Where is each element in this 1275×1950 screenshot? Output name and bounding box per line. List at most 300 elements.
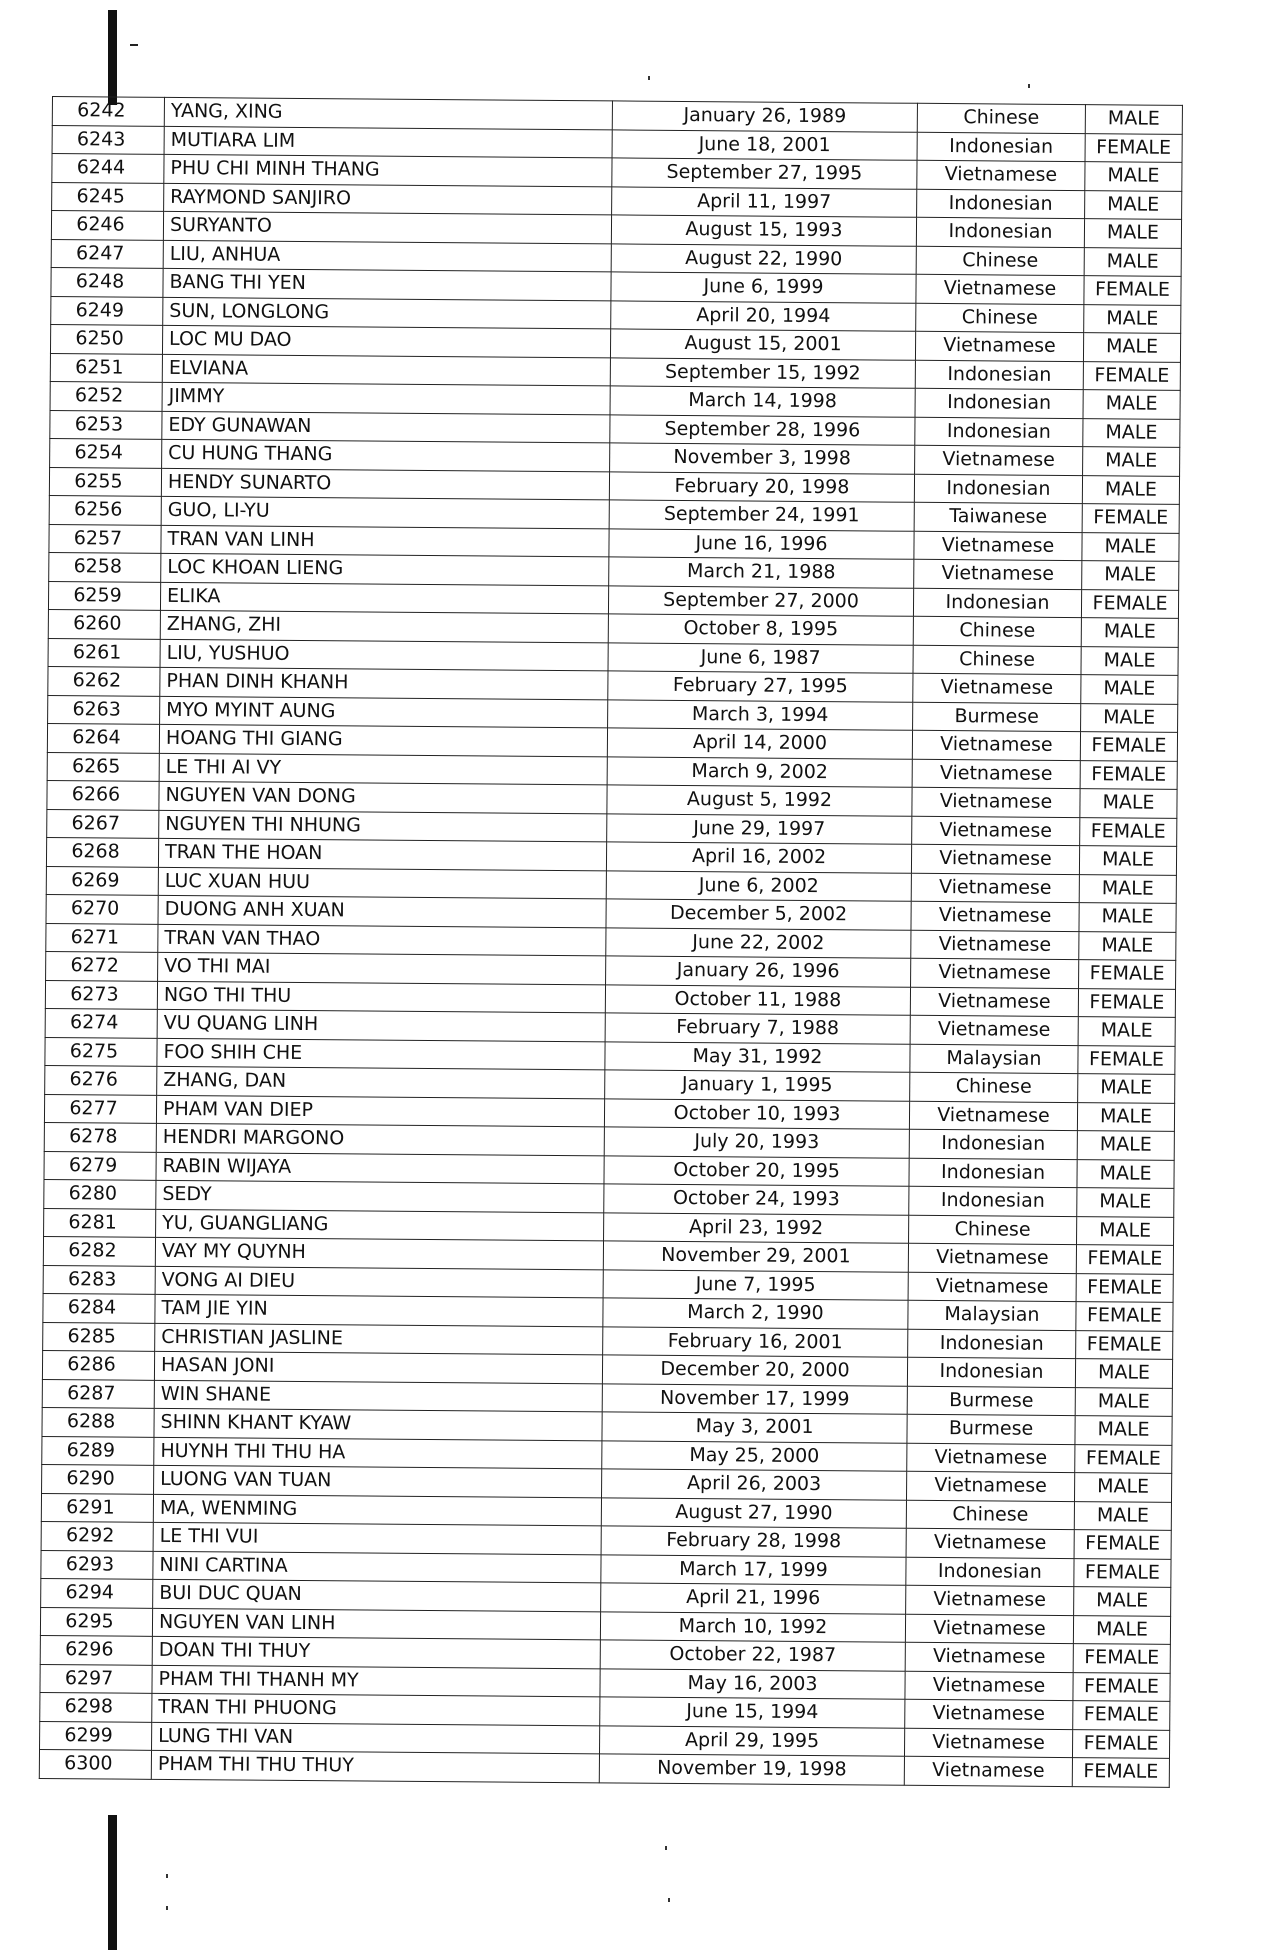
name-cell: LUC XUAN HUU — [158, 867, 606, 899]
scan-speck — [166, 1874, 168, 1878]
record-id-cell: 6248 — [51, 267, 163, 296]
nationality-cell: Malaysian — [910, 1044, 1078, 1074]
nationality-cell: Indonesian — [915, 417, 1083, 447]
gender-cell: MALE — [1082, 475, 1179, 504]
gender-cell: FEMALE — [1082, 504, 1179, 533]
nationality-cell: Burmese — [907, 1386, 1075, 1416]
nationality-cell: Chinese — [916, 246, 1084, 276]
record-id-cell: 6261 — [48, 638, 160, 667]
gender-cell: FEMALE — [1075, 1444, 1172, 1473]
nationality-cell: Vietnamese — [916, 274, 1084, 304]
record-id-cell: 6299 — [40, 1721, 152, 1750]
gender-cell: MALE — [1074, 1501, 1171, 1530]
scan-margin-bar-top — [108, 10, 117, 105]
nationality-cell: Vietnamese — [908, 1243, 1076, 1273]
nationality-cell: Vietnamese — [906, 1585, 1074, 1615]
gender-cell: MALE — [1075, 1387, 1172, 1416]
record-id-cell: 6298 — [40, 1692, 152, 1721]
gender-cell: MALE — [1079, 874, 1176, 903]
date-of-birth-cell: June 22, 2002 — [606, 927, 911, 958]
gender-cell: MALE — [1083, 447, 1180, 476]
nationality-cell: Chinese — [913, 616, 1081, 646]
record-id-cell: 6297 — [40, 1664, 152, 1693]
date-of-birth-cell: March 2, 1990 — [603, 1298, 908, 1329]
nationality-cell: Chinese — [906, 1500, 1074, 1530]
name-cell: SEDY — [156, 1180, 604, 1212]
name-cell: VO THI MAI — [158, 952, 606, 984]
gender-cell: MALE — [1080, 789, 1177, 818]
name-cell: TRAN THE HOAN — [158, 838, 606, 870]
nationality-cell: Chinese — [909, 1215, 1077, 1245]
gender-cell: FEMALE — [1078, 1045, 1175, 1074]
name-cell: TAM JIE YIN — [155, 1294, 603, 1326]
nationality-cell: Indonesian — [908, 1329, 1076, 1359]
scan-speck — [665, 1846, 667, 1850]
record-id-cell: 6246 — [51, 211, 163, 240]
nationality-cell: Indonesian — [907, 1357, 1075, 1387]
nationality-cell: Indonesian — [916, 217, 1084, 247]
name-cell: TRAN VAN LINH — [161, 525, 609, 557]
nationality-cell: Vietnamese — [904, 1756, 1072, 1786]
gender-cell: FEMALE — [1084, 276, 1181, 305]
record-id-cell: 6273 — [45, 980, 157, 1009]
gender-cell: MALE — [1083, 418, 1180, 447]
name-cell: NGUYEN VAN DONG — [159, 781, 607, 813]
nationality-cell: Indonesian — [917, 189, 1085, 219]
name-cell: YANG, XING — [164, 97, 612, 129]
nationality-cell: Vietnamese — [906, 1528, 1074, 1558]
nationality-cell: Indonesian — [909, 1129, 1077, 1159]
nationality-cell: Chinese — [913, 645, 1081, 675]
gender-cell: FEMALE — [1080, 760, 1177, 789]
date-of-birth-cell: March 14, 1998 — [610, 386, 915, 417]
name-cell: ELVIANA — [162, 354, 610, 386]
nationality-cell: Vietnamese — [905, 1699, 1073, 1729]
nationality-cell: Indonesian — [913, 588, 1081, 618]
record-id-cell: 6291 — [41, 1493, 153, 1522]
date-of-birth-cell: June 6, 1999 — [611, 272, 916, 303]
record-id-cell: 6283 — [43, 1265, 155, 1294]
gender-cell: FEMALE — [1072, 1758, 1169, 1787]
date-of-birth-cell: September 24, 1991 — [609, 500, 914, 531]
name-cell: LE THI VUI — [153, 1522, 601, 1554]
nationality-cell: Taiwanese — [914, 502, 1082, 532]
date-of-birth-cell: October 22, 1987 — [600, 1640, 905, 1671]
scan-speck — [648, 76, 650, 80]
record-id-cell: 6300 — [39, 1749, 151, 1778]
name-cell: RAYMOND SANJIRO — [164, 183, 612, 215]
nationality-cell: Vietnamese — [914, 559, 1082, 589]
name-cell: CU HUNG THANG — [162, 439, 610, 471]
nationality-cell: Indonesian — [909, 1186, 1077, 1216]
gender-cell: MALE — [1078, 1017, 1175, 1046]
nationality-cell: Vietnamese — [907, 1443, 1075, 1473]
gender-cell: FEMALE — [1080, 732, 1177, 761]
date-of-birth-cell: August 15, 2001 — [610, 329, 915, 360]
gender-cell: FEMALE — [1079, 960, 1176, 989]
nationality-cell: Vietnamese — [915, 331, 1083, 361]
record-id-cell: 6265 — [47, 752, 159, 781]
record-id-cell: 6259 — [48, 581, 160, 610]
date-of-birth-cell: April 11, 1997 — [612, 186, 917, 217]
nationality-cell: Vietnamese — [908, 1272, 1076, 1302]
record-id-cell: 6250 — [50, 324, 162, 353]
record-id-cell: 6264 — [47, 723, 159, 752]
date-of-birth-cell: November 17, 1999 — [602, 1383, 907, 1414]
date-of-birth-cell: February 20, 1998 — [609, 471, 914, 502]
nationality-cell: Chinese — [910, 1072, 1078, 1102]
name-cell: MA, WENMING — [153, 1494, 601, 1526]
name-cell: LOC KHOAN LIENG — [161, 553, 609, 585]
gender-cell: MALE — [1085, 190, 1182, 219]
date-of-birth-cell: January 1, 1995 — [605, 1070, 910, 1101]
name-cell: LIU, YUSHUO — [160, 639, 608, 671]
record-id-cell: 6281 — [44, 1208, 156, 1237]
date-of-birth-cell: September 28, 1996 — [610, 414, 915, 445]
date-of-birth-cell: June 15, 1994 — [600, 1697, 905, 1728]
name-cell: HASAN JONI — [154, 1351, 602, 1383]
date-of-birth-cell: February 27, 1995 — [608, 671, 913, 702]
date-of-birth-cell: March 17, 1999 — [601, 1554, 906, 1585]
name-cell: VU QUANG LINH — [157, 1009, 605, 1041]
gender-cell: MALE — [1077, 1188, 1174, 1217]
gender-cell: MALE — [1082, 561, 1179, 590]
records-table-container — [39, 96, 1183, 1787]
gender-cell: MALE — [1084, 247, 1181, 276]
date-of-birth-cell: June 6, 2002 — [606, 870, 911, 901]
date-of-birth-cell: October 11, 1988 — [605, 984, 910, 1015]
gender-cell: MALE — [1082, 532, 1179, 561]
name-cell: DUONG ANH XUAN — [158, 895, 606, 927]
nationality-cell: Vietnamese — [910, 1015, 1078, 1045]
name-cell: NGO THI THU — [157, 981, 605, 1013]
gender-cell: MALE — [1079, 931, 1176, 960]
name-cell: NGUYEN THI NHUNG — [159, 810, 607, 842]
date-of-birth-cell: March 21, 1988 — [609, 557, 914, 588]
gender-cell: FEMALE — [1076, 1245, 1173, 1274]
gender-cell: MALE — [1077, 1159, 1174, 1188]
name-cell: GUO, LI-YU — [161, 496, 609, 528]
name-cell: NINI CARTINA — [153, 1551, 601, 1583]
nationality-cell: Burmese — [907, 1414, 1075, 1444]
record-id-cell: 6244 — [52, 154, 164, 183]
name-cell: TRAN VAN THAO — [158, 924, 606, 956]
name-cell: LIU, ANHUA — [163, 240, 611, 272]
date-of-birth-cell: April 29, 1995 — [599, 1725, 904, 1756]
name-cell: VAY MY QUYNH — [155, 1237, 603, 1269]
record-id-cell: 6255 — [49, 467, 161, 496]
gender-cell: MALE — [1075, 1416, 1172, 1445]
date-of-birth-cell: February 16, 2001 — [603, 1326, 908, 1357]
gender-cell: FEMALE — [1072, 1729, 1169, 1758]
record-id-cell: 6288 — [42, 1407, 154, 1436]
name-cell: BUI DUC QUAN — [153, 1579, 601, 1611]
gender-cell: MALE — [1083, 333, 1180, 362]
name-cell: DOAN THI THUY — [152, 1636, 600, 1668]
record-id-cell: 6251 — [50, 353, 162, 382]
nationality-cell: Vietnamese — [904, 1728, 1072, 1758]
gender-cell: MALE — [1077, 1216, 1174, 1245]
name-cell: PHAM THI THU THUY — [151, 1750, 599, 1782]
date-of-birth-cell: November 19, 1998 — [599, 1754, 904, 1785]
records-table-body — [39, 97, 1182, 1787]
record-id-cell: 6263 — [48, 695, 160, 724]
record-id-cell: 6295 — [40, 1607, 152, 1636]
record-id-cell: 6282 — [43, 1236, 155, 1265]
name-cell: LUONG VAN TUAN — [154, 1465, 602, 1497]
name-cell: MUTIARA LIM — [164, 126, 612, 158]
date-of-birth-cell: December 5, 2002 — [606, 899, 911, 930]
scan-margin-bar-bottom — [108, 1815, 117, 1950]
record-id-cell: 6266 — [47, 780, 159, 809]
name-cell: BANG THI YEN — [163, 268, 611, 300]
date-of-birth-cell: February 28, 1998 — [601, 1526, 906, 1557]
record-id-cell: 6242 — [52, 97, 164, 126]
name-cell: SUN, LONGLONG — [163, 297, 611, 329]
gender-cell: MALE — [1083, 390, 1180, 419]
scan-mark — [130, 44, 138, 46]
record-id-cell: 6290 — [42, 1464, 154, 1493]
record-id-cell: 6296 — [40, 1635, 152, 1664]
record-id-cell: 6277 — [44, 1094, 156, 1123]
nationality-cell: Indonesian — [917, 132, 1085, 162]
gender-cell: MALE — [1084, 304, 1181, 333]
name-cell: YU, GUANGLIANG — [156, 1209, 604, 1241]
records-table — [39, 96, 1183, 1787]
name-cell: PHAM VAN DIEP — [156, 1095, 604, 1127]
name-cell: PHAM THI THANH MY — [152, 1665, 600, 1697]
nationality-cell: Vietnamese — [912, 816, 1080, 846]
record-id-cell: 6270 — [46, 894, 158, 923]
name-cell: VONG AI DIEU — [155, 1266, 603, 1298]
gender-cell: FEMALE — [1080, 817, 1177, 846]
date-of-birth-cell: May 16, 2003 — [600, 1668, 905, 1699]
date-of-birth-cell: April 26, 2003 — [602, 1469, 907, 1500]
name-cell: ZHANG, DAN — [157, 1066, 605, 1098]
gender-cell: FEMALE — [1078, 988, 1175, 1017]
record-id-cell: 6249 — [51, 296, 163, 325]
record-id-cell: 6280 — [44, 1179, 156, 1208]
date-of-birth-cell: June 18, 2001 — [612, 129, 917, 160]
record-id-cell: 6287 — [42, 1379, 154, 1408]
gender-cell: MALE — [1081, 703, 1178, 732]
nationality-cell: Vietnamese — [905, 1671, 1073, 1701]
date-of-birth-cell: June 29, 1997 — [607, 813, 912, 844]
name-cell: EDY GUNAWAN — [162, 411, 610, 443]
nationality-cell: Vietnamese — [907, 1471, 1075, 1501]
gender-cell: FEMALE — [1076, 1302, 1173, 1331]
gender-cell: MALE — [1077, 1131, 1174, 1160]
date-of-birth-cell: July 20, 1993 — [604, 1127, 909, 1158]
date-of-birth-cell: March 10, 1992 — [600, 1611, 905, 1642]
record-id-cell: 6269 — [46, 866, 158, 895]
nationality-cell: Vietnamese — [911, 958, 1079, 988]
name-cell: ELIKA — [160, 582, 608, 614]
nationality-cell: Chinese — [917, 103, 1085, 133]
date-of-birth-cell: May 3, 2001 — [602, 1412, 907, 1443]
nationality-cell: Vietnamese — [905, 1614, 1073, 1644]
date-of-birth-cell: August 22, 1990 — [611, 243, 916, 274]
date-of-birth-cell: April 16, 2002 — [606, 842, 911, 873]
gender-cell: MALE — [1081, 675, 1178, 704]
name-cell: ZHANG, ZHI — [160, 610, 608, 642]
record-id-cell: 6243 — [52, 125, 164, 154]
scan-speck — [1028, 84, 1030, 88]
gender-cell: FEMALE — [1073, 1672, 1170, 1701]
scan-speck — [668, 1898, 670, 1902]
gender-cell: MALE — [1078, 1074, 1175, 1103]
nationality-cell: Indonesian — [909, 1158, 1077, 1188]
gender-cell: FEMALE — [1073, 1644, 1170, 1673]
record-id-cell: 6272 — [46, 951, 158, 980]
gender-cell: MALE — [1084, 219, 1181, 248]
gender-cell: MALE — [1077, 1102, 1174, 1131]
gender-cell: MALE — [1075, 1359, 1172, 1388]
date-of-birth-cell: August 5, 1992 — [607, 785, 912, 816]
gender-cell: MALE — [1081, 618, 1178, 647]
nationality-cell: Vietnamese — [905, 1642, 1073, 1672]
record-id-cell: 6285 — [43, 1322, 155, 1351]
record-id-cell: 6271 — [46, 923, 158, 952]
gender-cell: MALE — [1073, 1615, 1170, 1644]
date-of-birth-cell: September 15, 1992 — [610, 357, 915, 388]
gender-cell: MALE — [1074, 1473, 1171, 1502]
nationality-cell: Malaysian — [908, 1300, 1076, 1330]
record-id-cell: 6284 — [43, 1293, 155, 1322]
gender-cell: MALE — [1079, 903, 1176, 932]
nationality-cell: Vietnamese — [910, 987, 1078, 1017]
date-of-birth-cell: April 20, 1994 — [611, 300, 916, 331]
record-id-cell: 6253 — [50, 410, 162, 439]
date-of-birth-cell: March 9, 2002 — [607, 756, 912, 787]
name-cell: LUNG THI VAN — [152, 1722, 600, 1754]
nationality-cell: Burmese — [913, 702, 1081, 732]
gender-cell: MALE — [1085, 162, 1182, 191]
record-id-cell: 6279 — [44, 1151, 156, 1180]
gender-cell: FEMALE — [1074, 1558, 1171, 1587]
name-cell: CHRISTIAN JASLINE — [155, 1323, 603, 1355]
date-of-birth-cell: August 15, 1993 — [611, 215, 916, 246]
record-id-cell: 6292 — [41, 1521, 153, 1550]
nationality-cell: Vietnamese — [912, 787, 1080, 817]
nationality-cell: Vietnamese — [911, 901, 1079, 931]
name-cell: WIN SHANE — [154, 1380, 602, 1412]
date-of-birth-cell: October 10, 1993 — [604, 1098, 909, 1129]
record-id-cell: 6293 — [41, 1550, 153, 1579]
nationality-cell: Indonesian — [915, 388, 1083, 418]
record-id-cell: 6286 — [42, 1350, 154, 1379]
gender-cell: FEMALE — [1076, 1330, 1173, 1359]
gender-cell: FEMALE — [1073, 1701, 1170, 1730]
date-of-birth-cell: April 14, 2000 — [607, 728, 912, 759]
name-cell: LE THI AI VY — [159, 753, 607, 785]
record-id-cell: 6289 — [42, 1436, 154, 1465]
nationality-cell: Vietnamese — [911, 930, 1079, 960]
record-id-cell: 6275 — [45, 1037, 157, 1066]
name-cell: MYO MYINT AUNG — [160, 696, 608, 728]
date-of-birth-cell: October 20, 1995 — [604, 1155, 909, 1186]
nationality-cell: Vietnamese — [917, 160, 1085, 190]
date-of-birth-cell: October 8, 1995 — [608, 614, 913, 645]
date-of-birth-cell: February 7, 1988 — [605, 1013, 910, 1044]
name-cell: RABIN WIJAYA — [156, 1152, 604, 1184]
gender-cell: MALE — [1085, 105, 1182, 134]
name-cell: TRAN THI PHUONG — [152, 1693, 600, 1725]
date-of-birth-cell: October 24, 1993 — [604, 1184, 909, 1215]
name-cell: HENDY SUNARTO — [161, 468, 609, 500]
record-id-cell: 6268 — [46, 837, 158, 866]
date-of-birth-cell: March 3, 1994 — [608, 699, 913, 730]
gender-cell: FEMALE — [1076, 1273, 1173, 1302]
date-of-birth-cell: April 21, 1996 — [601, 1583, 906, 1614]
record-id-cell: 6276 — [45, 1065, 157, 1094]
nationality-cell: Chinese — [916, 303, 1084, 333]
date-of-birth-cell: November 3, 1998 — [610, 443, 915, 474]
nationality-cell: Indonesian — [906, 1557, 1074, 1587]
record-id-cell: 6274 — [45, 1008, 157, 1037]
name-cell: LOC MU DAO — [162, 325, 610, 357]
gender-cell: MALE — [1079, 846, 1176, 875]
record-id-cell: 6278 — [44, 1122, 156, 1151]
gender-cell: FEMALE — [1083, 361, 1180, 390]
record-id-cell: 6267 — [47, 809, 159, 838]
date-of-birth-cell: August 27, 1990 — [601, 1497, 906, 1528]
date-of-birth-cell: January 26, 1989 — [612, 101, 917, 132]
nationality-cell: Vietnamese — [909, 1101, 1077, 1131]
name-cell: SHINN KHANT KYAW — [154, 1408, 602, 1440]
date-of-birth-cell: May 31, 1992 — [605, 1041, 910, 1072]
nationality-cell: Vietnamese — [912, 730, 1080, 760]
gender-cell: FEMALE — [1074, 1530, 1171, 1559]
record-id-cell: 6294 — [41, 1578, 153, 1607]
name-cell: HENDRI MARGONO — [156, 1123, 604, 1155]
name-cell: PHU CHI MINH THANG — [164, 154, 612, 186]
record-id-cell: 6245 — [52, 182, 164, 211]
record-id-cell: 6252 — [50, 381, 162, 410]
date-of-birth-cell: January 26, 1996 — [606, 956, 911, 987]
date-of-birth-cell: May 25, 2000 — [602, 1440, 907, 1471]
scan-speck — [166, 1906, 168, 1910]
date-of-birth-cell: September 27, 1995 — [612, 158, 917, 189]
nationality-cell: Vietnamese — [913, 673, 1081, 703]
record-id-cell: 6247 — [51, 239, 163, 268]
name-cell: SURYANTO — [163, 211, 611, 243]
record-id-cell: 6257 — [49, 524, 161, 553]
record-id-cell: 6254 — [50, 438, 162, 467]
nationality-cell: Indonesian — [914, 474, 1082, 504]
nationality-cell: Vietnamese — [911, 873, 1079, 903]
gender-cell: MALE — [1074, 1587, 1171, 1616]
record-id-cell: 6262 — [48, 666, 160, 695]
name-cell: HOANG THI GIANG — [159, 724, 607, 756]
name-cell: HUYNH THI THU HA — [154, 1437, 602, 1469]
date-of-birth-cell: June 7, 1995 — [603, 1269, 908, 1300]
gender-cell: MALE — [1081, 646, 1178, 675]
nationality-cell: Indonesian — [915, 360, 1083, 390]
record-id-cell: 6256 — [49, 495, 161, 524]
name-cell: NGUYEN VAN LINH — [152, 1608, 600, 1640]
nationality-cell: Vietnamese — [911, 844, 1079, 874]
date-of-birth-cell: June 16, 1996 — [609, 528, 914, 559]
date-of-birth-cell: November 29, 2001 — [603, 1241, 908, 1272]
nationality-cell: Vietnamese — [914, 531, 1082, 561]
name-cell: FOO SHIH CHE — [157, 1038, 605, 1070]
nationality-cell: Vietnamese — [915, 445, 1083, 475]
date-of-birth-cell: September 27, 2000 — [608, 585, 913, 616]
name-cell: JIMMY — [162, 382, 610, 414]
gender-cell: FEMALE — [1081, 589, 1178, 618]
date-of-birth-cell: December 20, 2000 — [602, 1355, 907, 1386]
